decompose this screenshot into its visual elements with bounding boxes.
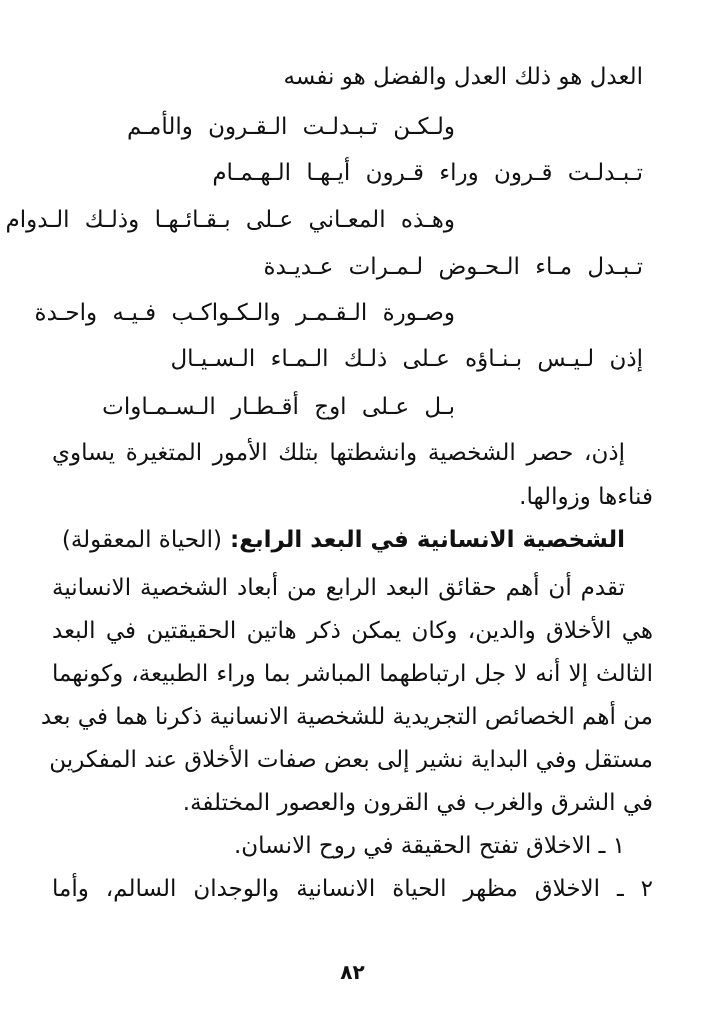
section-heading-subtitle: (الحياة المعقولة)	[61, 527, 223, 553]
section-heading	[62, 523, 625, 557]
paragraph-line: في الشرق والغرب في القرون والعصور المختلفة.	[182, 790, 653, 816]
paragraph-line: تقدم أن أهم حقائق البعد الرابع من أبعاد الشخصية الانسانية	[52, 575, 625, 601]
poem-line-4: وهـذه المعـاني عـلى بـقـائـهـا وذلـك الـدوام	[5, 207, 455, 233]
paragraph-line: هي الأخلاق والدين، وكان يمكن ذكر هاتين الحقيقتين في البعد	[52, 618, 653, 644]
poem-line-6: وصـورة الـقـمـر والـكـواكـب فـيـه واحـدة	[34, 300, 455, 326]
paragraph-line: من أهم الخصائص التجريدية للشخصية الانسانية ذكرنا هما في بعد	[40, 704, 653, 730]
list-item: ١ ـ الاخلاق تفتح الحقيقة في روح الانسان.	[233, 833, 625, 859]
page-number: ٨٢	[340, 960, 365, 984]
poem-line-5: تـبـدل مـاء الـحـوض لـمـرات عـديـدة	[263, 254, 643, 280]
poem-line-8: بـل عـلى اوج أقـطـار الـسـمـاوات	[102, 394, 455, 420]
paragraph-line: فناءها وزوالها.	[519, 484, 653, 510]
paragraph-line: إذن، حصر الشخصية وانشطتها بتلك الأمور المتغيرة يساوي	[52, 440, 625, 466]
section-heading-title: الشخصية الانسانية في البعد الرابع:	[230, 527, 625, 553]
list-item: ٢ ـ الاخلاق مظهر الحياة الانسانية والوجدان السالم، وأما	[52, 876, 653, 902]
poem-line-2: ولـكـن تـبـدلـت الـقـرون والأمـم	[126, 114, 455, 140]
poem-line-3: تـبـدلـت قـرون وراء قـرون أيـهـا الـهـمـام	[212, 160, 643, 186]
poem-line-7: إذن لـيـس بـنـاؤه عـلى ذلـك الـمـاء الـسـيـال	[170, 346, 643, 372]
poem-line-1: العدل هو ذلك العدل والفضل هو نفسه	[283, 64, 643, 90]
paragraph-line: مستقل وفي البداية نشير إلى بعض صفات الأخلاق عند المفكرين	[49, 747, 653, 773]
paragraph-line: الثالث إلا أنه لا جل ارتباطهما المباشر بما وراء الطبيعة، وكونهما	[52, 661, 653, 687]
